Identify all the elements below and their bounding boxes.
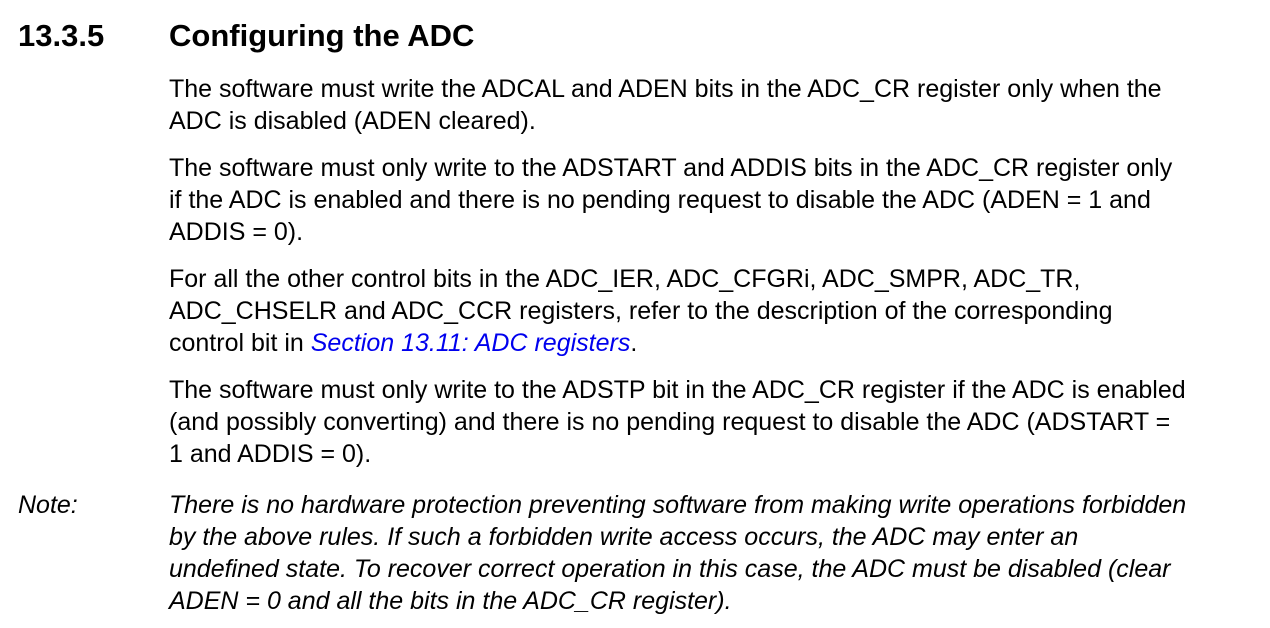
- section-body: [169, 73, 1254, 485]
- note-body: [169, 489, 1186, 617]
- note-line: undefined state. To recover correct operation in this case, the ADC must be disabled (clear: [169, 555, 1171, 583]
- paragraph-line: The software must write the ADCAL and ADEN bits in the ADC_CR register only when the: [169, 75, 1162, 103]
- paragraph-other-control-bits: [169, 263, 1254, 359]
- paragraph-line: 1 and ADDIS = 0).: [169, 440, 372, 468]
- paragraph-line: For all the other control bits in the ADC_IER, ADC_CFGRi, ADC_SMPR, ADC_TR,: [169, 265, 1081, 293]
- paragraph-line: ADDIS = 0).: [169, 218, 304, 246]
- paragraph-line: The software must only write to the ADSTART and ADDIS bits in the ADC_CR register only: [169, 154, 1173, 182]
- section-13-11-link[interactable]: Section 13.11: ADC registers: [310, 329, 631, 357]
- paragraph-adstp: [169, 374, 1254, 470]
- link-prefix-text: control bit in: [169, 329, 311, 357]
- paragraph-line-with-link: [169, 327, 1254, 359]
- link-suffix-text: .: [630, 329, 638, 357]
- section-number: 13.3.5: [18, 18, 105, 53]
- paragraph-line: (and possibly converting) and there is no pending request to disable the ADC (ADSTART =: [169, 408, 1171, 436]
- paragraph-line: The software must only write to the ADSTP bit in the ADC_CR register if the ADC is enabled: [169, 376, 1186, 404]
- note-line: There is no hardware protection preventing software from making write operations forbidden: [169, 491, 1187, 519]
- paragraph-line: if the ADC is enabled and there is no pending request to disable the ADC (ADEN = 1 and: [169, 186, 1151, 214]
- paragraph-line: ADC is disabled (ADEN cleared).: [169, 107, 536, 135]
- paragraph-adcal-aden: [169, 73, 1254, 137]
- paragraph-line: ADC_CHSELR and ADC_CCR registers, refer to the description of the corresponding: [169, 297, 1113, 325]
- note-line: ADEN = 0 and all the bits in the ADC_CR register).: [169, 587, 732, 615]
- section-title: Configuring the ADC: [169, 18, 475, 53]
- paragraph-adstart-addis: [169, 152, 1254, 248]
- note-label: Note:: [18, 491, 78, 519]
- note-line: by the above rules. If such a forbidden write access occurs, the ADC may enter an: [169, 523, 1079, 551]
